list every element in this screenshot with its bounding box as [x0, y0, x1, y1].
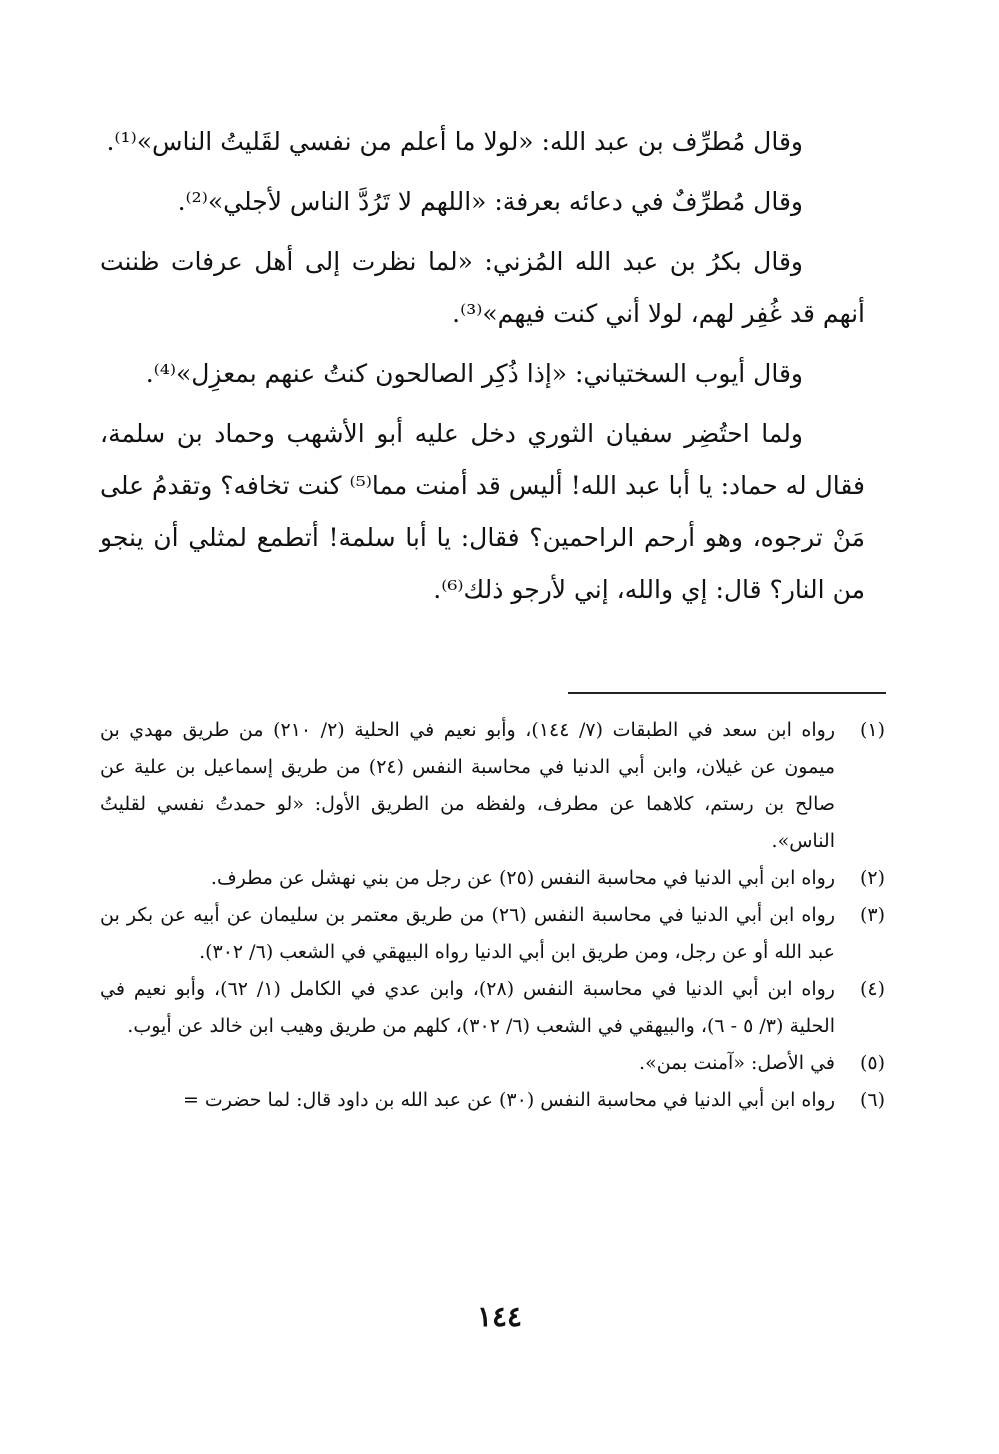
- footnote-number: (٤): [859, 978, 885, 1000]
- footnote-number: (٢): [859, 867, 885, 889]
- footnote-number: (٦): [859, 1089, 885, 1111]
- footnote-number: (١): [859, 719, 885, 741]
- paragraph-4: وقال أيوب السختياني: «إذا ذُكِر الصالحون كنتُ عنهم بمعزِل»⁽⁴⁾.: [145, 359, 803, 388]
- paragraph-5: ولما احتُضِر سفيان الثوري دخل عليه أبو الأشهب وحماد بن سلمة، فقال له حماد: يا أبا عبد الله! أليس قد أمنت مما⁽⁵⁾ كنت تخافه؟ وتقدمُ على مَنْ ترجوه، وهو أرحم الراحمين؟ فقال: يا أبا سلمة! أتطمع لمثلي أن ينجو من النار؟ قال: إي والله، إني لأرجو ذلك⁽⁶⁾.: [100, 419, 865, 604]
- footnote-6: [100, 1082, 885, 1119]
- paragraph-3: وقال بكرُ بن عبد الله المُزني: «لما نظرت إلى أهل عرفات ظننت أنهم قد غُفِر لهم، لولا أني كنت فيهم»⁽³⁾.: [100, 247, 865, 328]
- footnote-1: [100, 712, 885, 860]
- footnote-5: [100, 1045, 885, 1082]
- footnote-text: رواه ابن أبي الدنيا في محاسبة النفس (٢٦) من طريق معتمر بن سليمان عن أبيه عن بكر بن عبد الله أو عن رجل، ومن طريق ابن أبي الدنيا رواه البيهقي في الشعب (٦/ ٣٠٢).: [100, 904, 835, 963]
- footnote-text: رواه ابن أبي الدنيا في محاسبة النفس (٢٨)، وابن عدي في الكامل (١/ ٦٢)، وأبو نعيم في الحلية (٣/ ٥ - ٦)، والبيهقي في الشعب (٦/ ٣٠٢)، كلهم من طريق وهيب ابن خالد عن أيوب.: [100, 978, 835, 1037]
- main-text: [100, 116, 865, 616]
- footnote-4: [100, 971, 885, 1045]
- page-number: ١٤٤: [476, 1300, 523, 1333]
- footnote-3: [100, 897, 885, 971]
- footnote-2: [100, 860, 885, 897]
- footnotes: [100, 712, 885, 1119]
- footnote-text: في الأصل: «آمنت بمن».: [639, 1052, 835, 1074]
- footnote-text: رواه ابن سعد في الطبقات (٧/ ١٤٤)، وأبو نعيم في الحلية (٢/ ٢١٠) من طريق مهدي بن ميمون عن غيلان، وابن أبي الدنيا في محاسبة النفس (٢٤) من طريق إسماعيل بن علية عن صالح بن رستم، كلاهما عن مطرف، ولفظه من الطريق الأول: «لو حمدتُ نفسي لقليتُ الناس».: [100, 719, 835, 852]
- paragraph-2: وقال مُطرِّفٌ في دعائه بعرفة: «اللهم لا تَرُدَّ الناس لأجلي»⁽²⁾.: [177, 187, 803, 216]
- footnote-text: رواه ابن أبي الدنيا في محاسبة النفس (٢٥) عن رجل من بني نهشل عن مطرف.: [210, 867, 835, 889]
- page-footer: [0, 1300, 999, 1333]
- footnote-number: (٥): [859, 1052, 885, 1074]
- footnote-number: (٣): [859, 904, 885, 926]
- footnote-text: رواه ابن أبي الدنيا في محاسبة النفس (٣٠) عن عبد الله بن داود قال: لما حضرت =: [182, 1089, 835, 1111]
- paragraph-1: وقال مُطرِّف بن عبد الله: «لولا ما أعلم من نفسي لقَليتُ الناس»⁽¹⁾.: [106, 127, 803, 156]
- footnote-separator: [568, 692, 886, 694]
